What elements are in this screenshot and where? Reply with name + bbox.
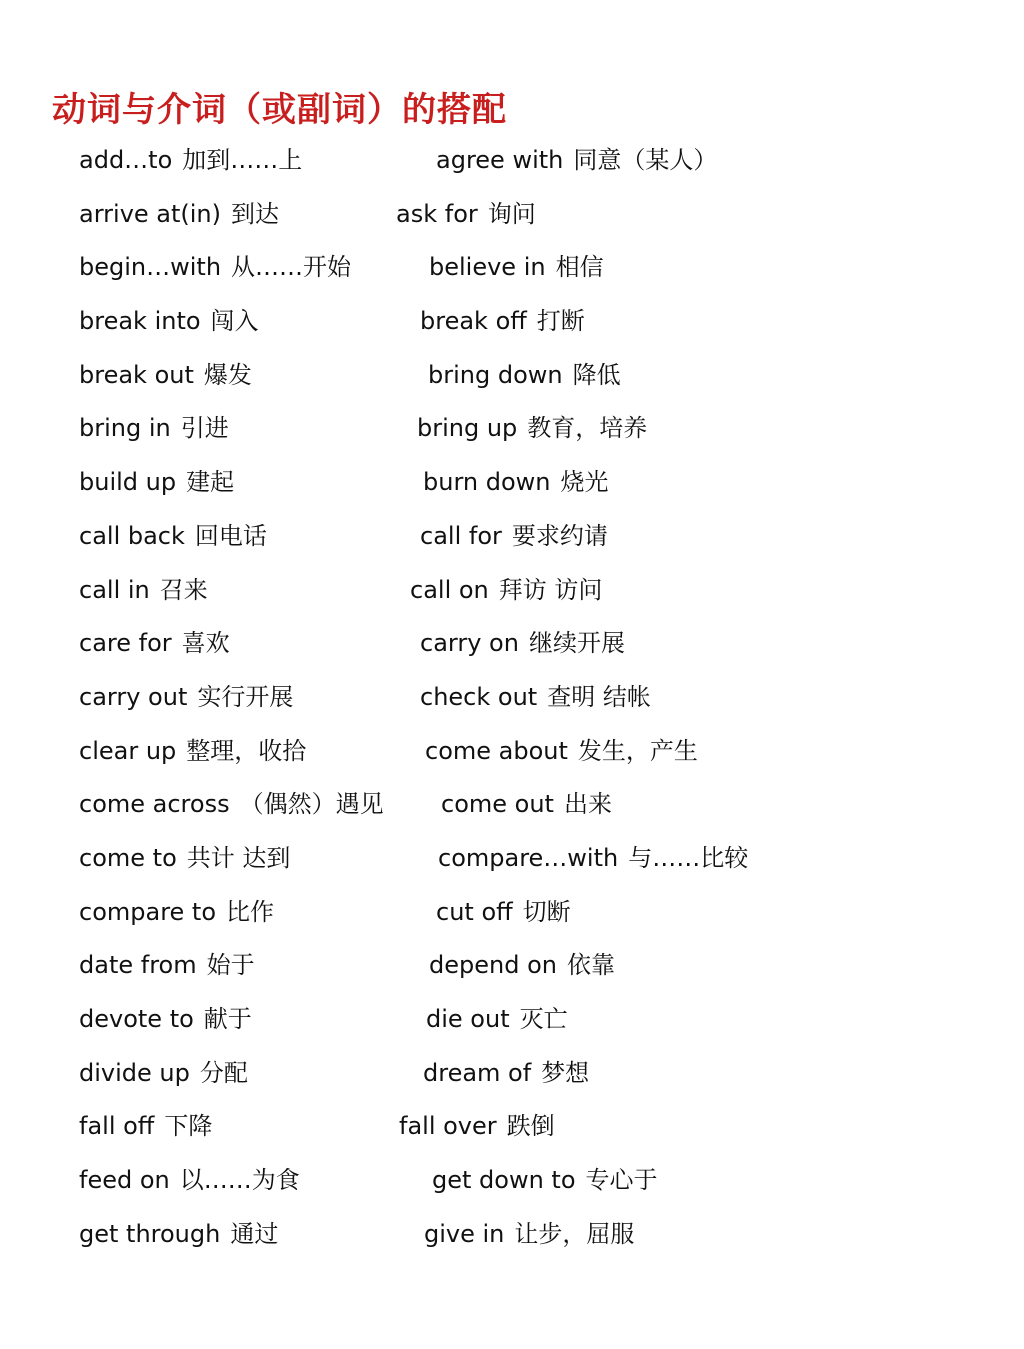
meaning-text: 相信 — [555, 253, 604, 282]
phrase-row — [0, 939, 1024, 993]
right-entry — [428, 357, 621, 393]
phrase-text: carry out — [79, 682, 188, 711]
phrase-text: carry on — [420, 629, 519, 658]
right-entry — [425, 733, 698, 769]
phrase-text: come to — [79, 843, 177, 872]
right-entry — [399, 1108, 555, 1144]
phrase-row — [0, 1208, 1024, 1262]
phrase-text: fall over — [399, 1112, 497, 1141]
right-entry — [426, 1001, 568, 1037]
left-entry — [79, 464, 234, 500]
right-entry — [423, 464, 609, 500]
right-entry — [420, 679, 651, 715]
left-entry — [79, 840, 290, 876]
phrase-text: devote to — [79, 1005, 194, 1033]
meaning-text: 比作 — [226, 897, 275, 926]
meaning-text: 降低 — [572, 360, 621, 389]
meaning-text: 跌倒 — [506, 1112, 555, 1141]
meaning-text: 打断 — [536, 307, 585, 336]
phrase-text: ask for — [396, 199, 478, 228]
right-entry — [436, 894, 571, 930]
phrase-text: give in — [424, 1219, 505, 1248]
phrase-text: call for — [420, 521, 502, 550]
phrase-row — [0, 725, 1024, 779]
phrase-text: fall off — [79, 1112, 155, 1141]
phrase-text: call back — [79, 521, 185, 550]
meaning-text: 发生，产生 — [577, 736, 698, 765]
right-entry — [423, 1055, 589, 1091]
right-entry — [424, 1216, 634, 1252]
phrase-list — [0, 134, 1024, 1261]
left-entry — [79, 357, 252, 393]
phrase-text: come out — [441, 790, 554, 819]
phrase-text: break off — [420, 307, 527, 336]
right-entry — [417, 410, 647, 446]
phrase-text: clear up — [79, 736, 177, 765]
meaning-text: 通过 — [230, 1219, 279, 1248]
meaning-text: 建起 — [186, 468, 235, 497]
phrase-text: depend on — [429, 951, 557, 980]
right-entry — [438, 840, 748, 876]
phrase-row — [0, 134, 1024, 188]
phrase-row — [0, 993, 1024, 1047]
phrase-row — [0, 295, 1024, 349]
meaning-text: 查明 结帐 — [547, 682, 651, 711]
left-entry — [79, 786, 384, 822]
phrase-text: compare…with — [438, 843, 619, 872]
phrase-text: date from — [79, 951, 197, 980]
phrase-text: compare to — [79, 897, 217, 926]
meaning-text: 烧光 — [560, 468, 609, 497]
meaning-text: 询问 — [487, 199, 536, 228]
meaning-text: 回电话 — [194, 521, 267, 550]
phrase-text: come across — [79, 790, 230, 819]
phrase-row — [0, 778, 1024, 832]
left-entry — [79, 894, 274, 930]
meaning-text: 拜访 访问 — [498, 575, 603, 604]
left-entry — [79, 572, 208, 608]
meaning-text: 梦想 — [541, 1058, 590, 1087]
meaning-text: 献于 — [203, 1005, 252, 1033]
right-entry — [432, 1162, 658, 1198]
meaning-text: 出来 — [563, 790, 612, 819]
meaning-text: 到达 — [231, 199, 280, 228]
meaning-text: 从……开始 — [231, 253, 352, 282]
phrase-row — [0, 617, 1024, 671]
left-entry — [79, 1108, 212, 1144]
phrase-row — [0, 241, 1024, 295]
phrase-text: bring up — [417, 414, 518, 443]
phrase-text: agree with — [436, 146, 564, 174]
right-entry — [441, 786, 612, 822]
meaning-text: 切断 — [522, 897, 571, 926]
meaning-text: 让步，屈服 — [514, 1219, 635, 1248]
phrase-row — [0, 832, 1024, 886]
meaning-text: 爆发 — [203, 360, 252, 389]
right-entry — [420, 303, 585, 339]
meaning-text: 召来 — [159, 575, 208, 604]
phrase-row — [0, 1047, 1024, 1101]
meaning-text: 引进 — [180, 414, 229, 443]
right-entry — [436, 142, 717, 178]
phrase-text: die out — [426, 1005, 510, 1033]
phrase-row — [0, 671, 1024, 725]
page-title: 动词与介词（或副词）的搭配 — [52, 90, 507, 130]
phrase-text: call in — [79, 575, 150, 604]
phrase-row — [0, 188, 1024, 242]
phrase-row — [0, 456, 1024, 510]
phrase-text: cut off — [436, 897, 513, 926]
meaning-text: 同意（某人） — [573, 146, 718, 174]
left-entry — [79, 1162, 300, 1198]
phrase-row — [0, 564, 1024, 618]
phrase-text: burn down — [423, 468, 551, 497]
left-entry — [79, 1216, 278, 1252]
phrase-text: bring in — [79, 414, 171, 443]
right-entry — [410, 572, 602, 608]
phrase-row — [0, 510, 1024, 564]
phrase-row — [0, 1100, 1024, 1154]
meaning-text: 共计 达到 — [186, 843, 291, 872]
meaning-text: 要求约请 — [511, 521, 608, 550]
phrase-text: begin…with — [79, 253, 222, 282]
right-entry — [420, 518, 608, 554]
right-entry — [420, 625, 625, 661]
phrase-text: get through — [79, 1219, 221, 1248]
left-entry — [79, 410, 229, 446]
meaning-text: 始于 — [206, 951, 255, 980]
phrase-text: come about — [425, 736, 568, 765]
phrase-text: bring down — [428, 360, 563, 389]
left-entry — [79, 625, 230, 661]
phrase-text: check out — [420, 682, 538, 711]
phrase-text: break out — [79, 360, 194, 389]
meaning-text: 教育，培养 — [527, 414, 648, 443]
left-entry — [79, 1055, 248, 1091]
left-entry — [79, 1001, 252, 1037]
phrase-row — [0, 1154, 1024, 1208]
phrase-text: call on — [410, 575, 489, 604]
meaning-text: 分配 — [199, 1058, 248, 1087]
phrase-text: dream of — [423, 1058, 532, 1087]
left-entry — [79, 733, 306, 769]
meaning-text: 与……比较 — [628, 843, 749, 872]
left-entry — [79, 303, 259, 339]
meaning-text: 下降 — [164, 1112, 213, 1141]
meaning-text: （偶然）遇见 — [239, 790, 384, 819]
left-entry — [79, 679, 293, 715]
meaning-text: 以……为食 — [179, 1166, 300, 1195]
meaning-text: 实行开展 — [197, 682, 294, 711]
meaning-text: 依靠 — [566, 951, 615, 980]
phrase-row — [0, 349, 1024, 403]
meaning-text: 加到……上 — [182, 146, 303, 174]
meaning-text: 灭亡 — [519, 1005, 568, 1033]
phrase-text: build up — [79, 468, 177, 497]
left-entry — [79, 142, 302, 178]
meaning-text: 闯入 — [210, 307, 259, 336]
meaning-text: 继续开展 — [528, 629, 625, 658]
meaning-text: 专心于 — [585, 1166, 658, 1195]
phrase-text: care for — [79, 629, 172, 658]
left-entry — [79, 947, 255, 983]
phrase-text: add…to — [79, 146, 173, 174]
left-entry — [79, 249, 351, 285]
phrase-text: divide up — [79, 1058, 190, 1087]
left-entry — [79, 518, 267, 554]
phrase-text: break into — [79, 307, 201, 336]
phrase-text: feed on — [79, 1166, 170, 1195]
left-entry — [79, 196, 279, 232]
phrase-row — [0, 402, 1024, 456]
right-entry — [396, 196, 536, 232]
meaning-text: 喜欢 — [181, 629, 230, 658]
phrase-row — [0, 886, 1024, 940]
right-entry — [429, 947, 615, 983]
phrase-text: get down to — [432, 1166, 576, 1195]
phrase-text: believe in — [429, 253, 546, 282]
right-entry — [429, 249, 604, 285]
phrase-text: arrive at(in) — [79, 199, 222, 228]
meaning-text: 整理，收拾 — [186, 736, 307, 765]
